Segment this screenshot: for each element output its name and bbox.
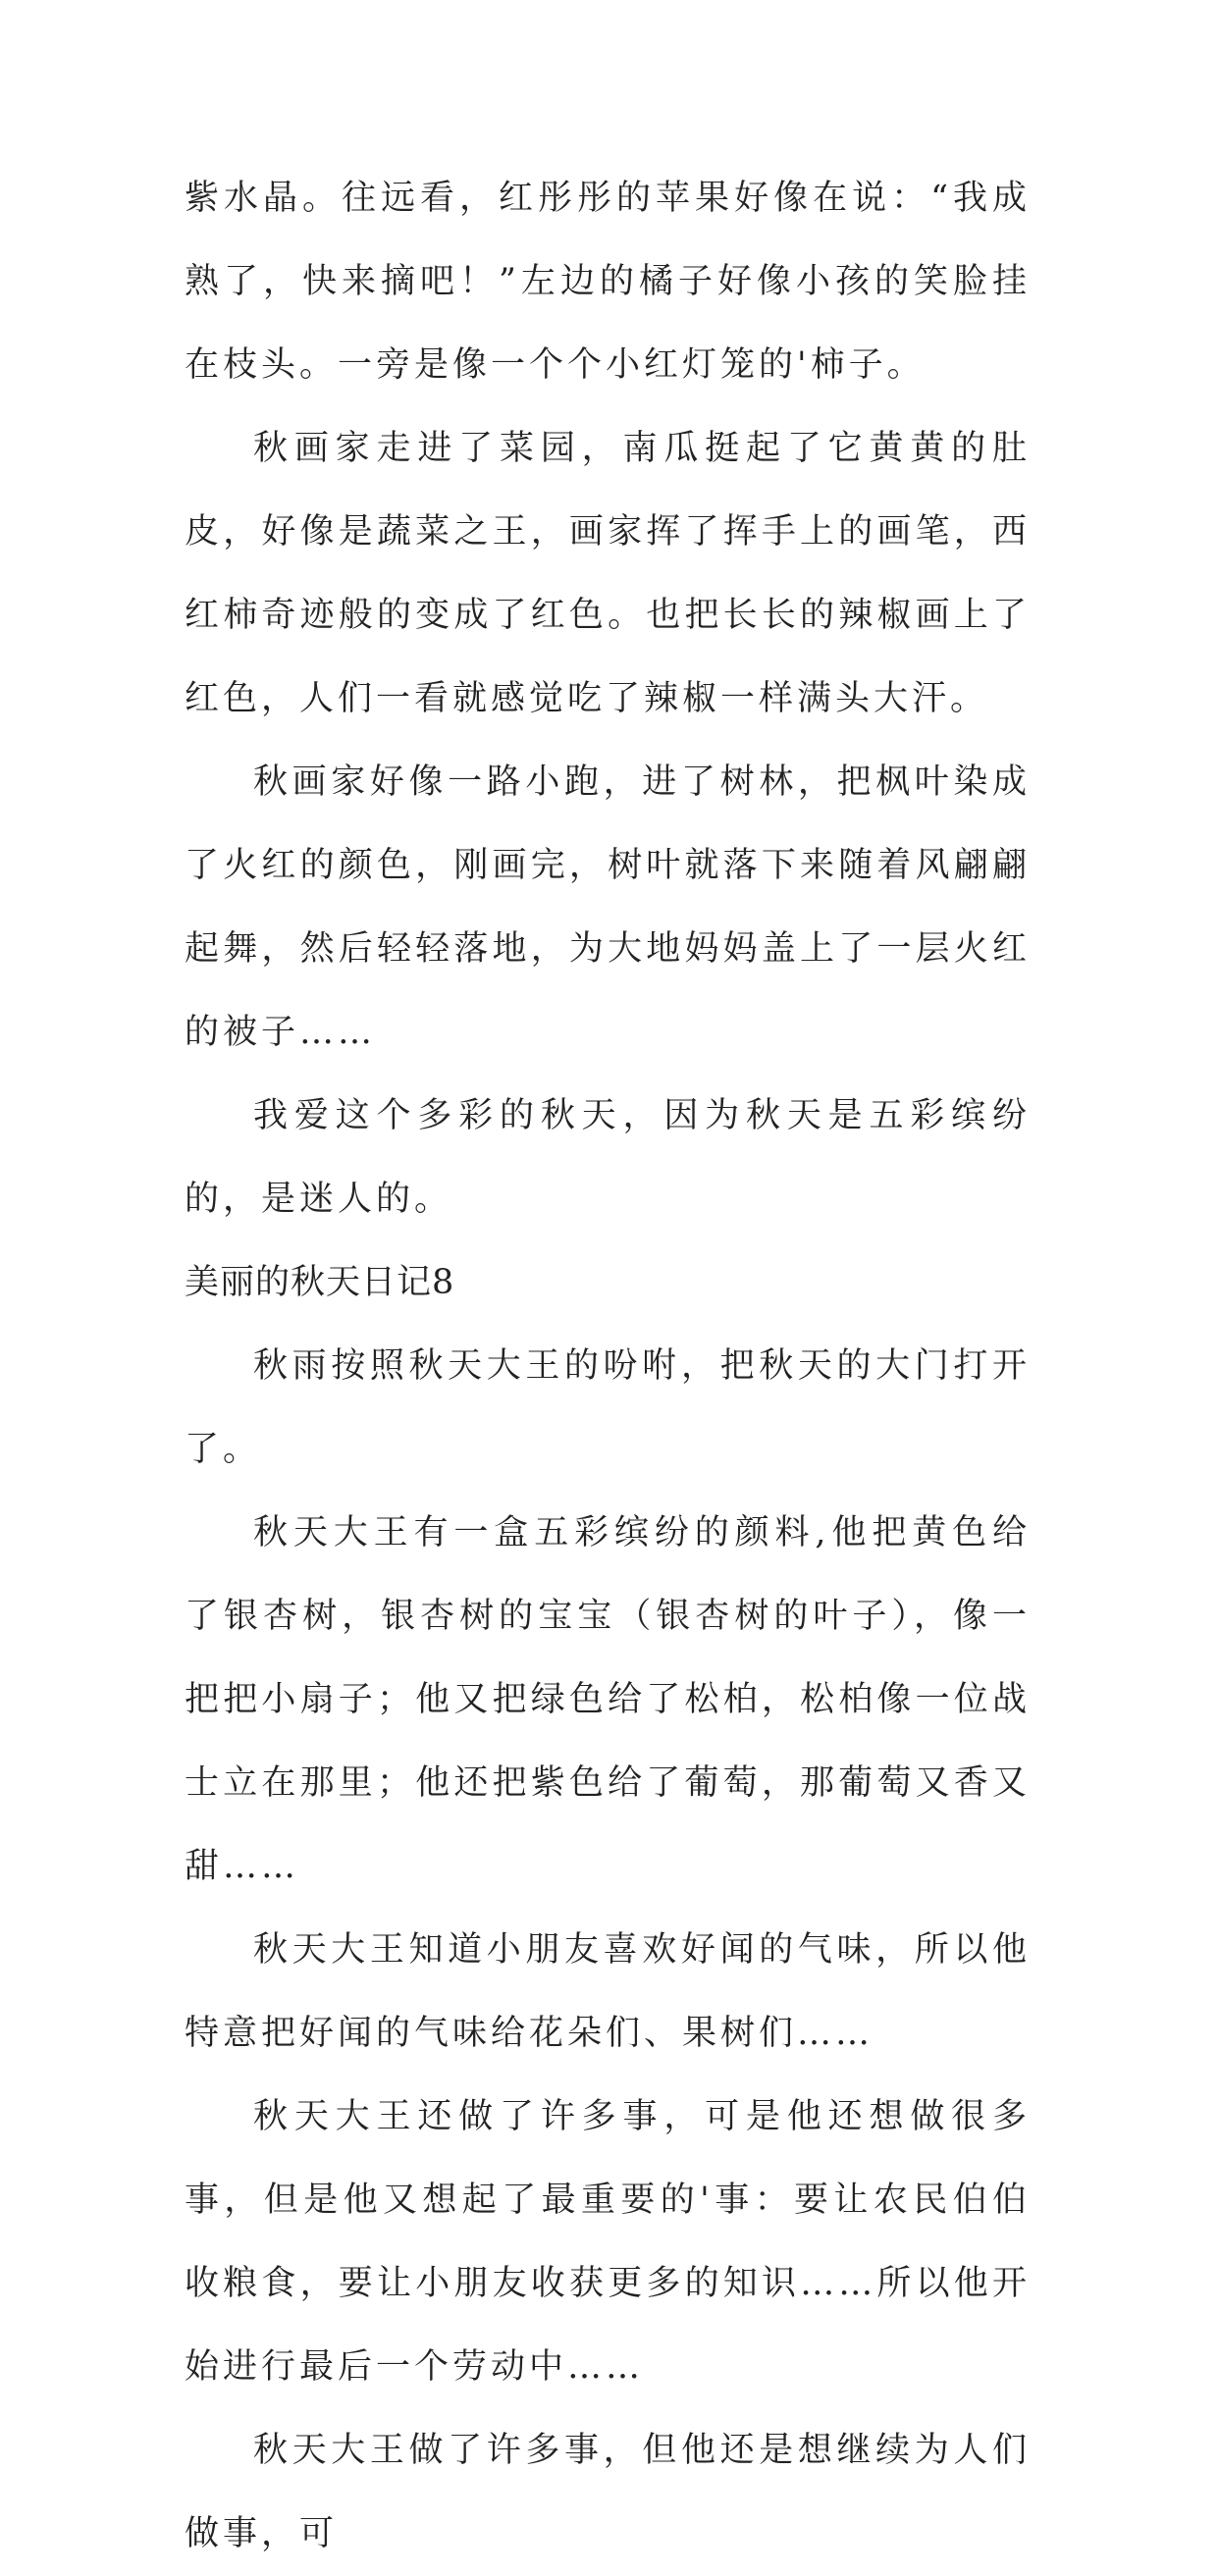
paragraph: 秋天大王还做了许多事，可是他还想做很多事，但是他又想起了最重要的'事：要让农民伯伯收粮食，要让小朋友收获更多的知识……所以他开始进行最后一个劳动中…… — [185, 2097, 1031, 2387]
document-body — [185, 157, 1031, 2576]
section-heading: 美丽的秋天日记8 — [185, 1263, 455, 1302]
paragraph: 秋画家走进了菜园，南瓜挺起了它黄黄的肚皮，好像是蔬菜之王，画家挥了挥手上的画笔，西红柿奇迹般的变成了红色。也把长长的辣椒画上了红色，人们一看就感觉吃了辣椒一样满头大汗。 — [185, 429, 1031, 718]
paragraph: 秋天大王做了许多事，但他还是想继续为人们做事，可 — [185, 2431, 1031, 2553]
paragraph: 我爱这个多彩的秋天，因为秋天是五彩缤纷的，是迷人的。 — [185, 1096, 1031, 1219]
paragraph-continued: 紫水晶。往远看，红彤彤的苹果好像在说：“我成熟了，快来摘吧！”左边的橘子好像小孩的笑脸挂在枝头。一旁是像一个个小红灯笼的'柿子。 — [185, 179, 1031, 385]
paragraph: 秋天大王有一盒五彩缤纷的颜料,他把黄色给了银杏树，银杏树的宝宝（银杏树的叶子），像一把把小扇子；他又把绿色给了松柏，松柏像一位战士立在那里；他还把紫色给了葡萄，那葡萄又香又甜…… — [185, 1513, 1031, 1886]
paragraph: 秋画家好像一路小跑，进了树林，把枫叶染成了火红的颜色，刚画完，树叶就落下来随着风翩翩起舞，然后轻轻落地，为大地妈妈盖上了一层火红的被子…… — [185, 762, 1031, 1052]
paragraph: 秋雨按照秋天大王的吩咐，把秋天的大门打开了。 — [185, 1346, 1031, 1469]
paragraph: 秋天大王知道小朋友喜欢好闻的气味，所以他特意把好闻的气味给花朵们、果树们…… — [185, 1930, 1031, 2053]
